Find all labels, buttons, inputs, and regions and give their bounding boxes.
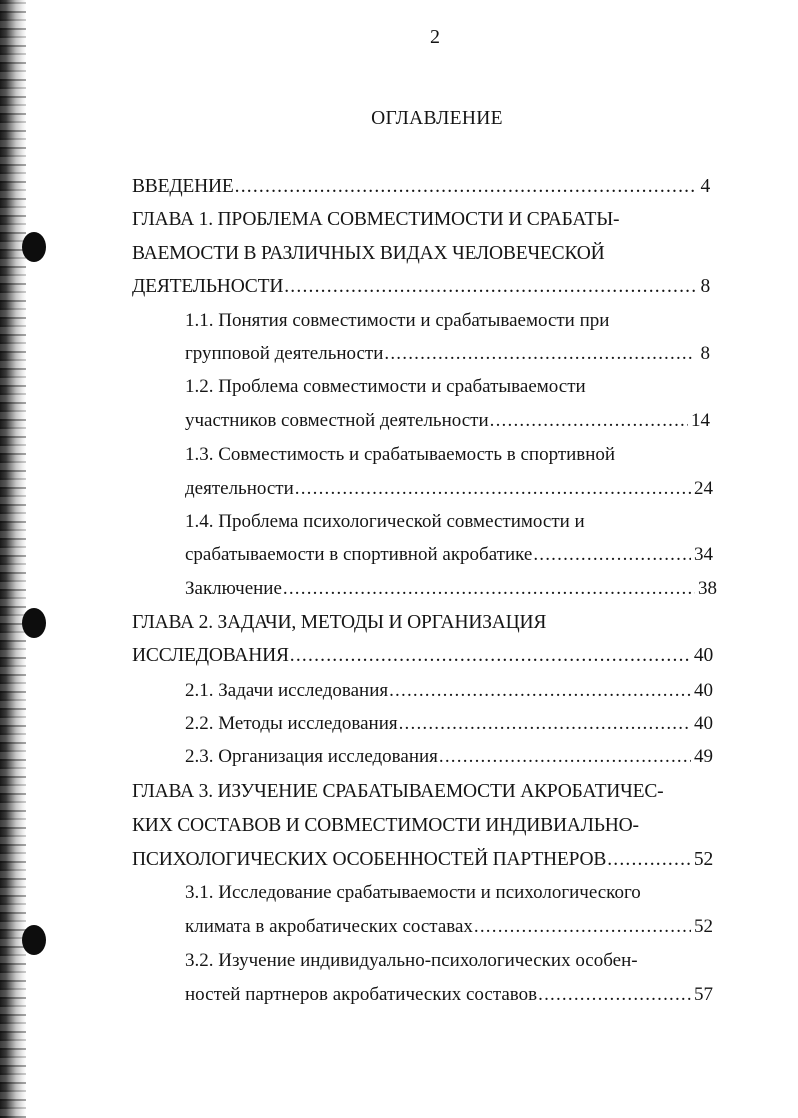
toc-section-2-1 [185,676,713,706]
toc-conclusion [185,574,717,604]
toc-entry-title: групповой деятельности [185,343,384,364]
toc-section-3-1-line-1: 3.1. Исследование срабатываемости и психологического [185,882,641,903]
dot-leader [490,406,688,436]
dot-leader [384,339,695,369]
toc-chapter-3-line-3 [132,845,713,875]
toc-entry-title: климата в акробатических составах [185,916,473,937]
toc-chapter-1-line-2: ВАЕМОСТИ В РАЗЛИЧНЫХ ВИДАХ ЧЕЛОВЕЧЕСКОЙ [132,243,605,264]
toc-page-number: 40 [694,713,713,734]
toc-section-1-2-line-1: 1.2. Проблема совместимости и срабатываемости [185,376,586,397]
toc-entry-title: ВВЕДЕНИЕ [132,176,234,197]
toc-page-number: 8 [700,343,710,364]
dot-leader [474,912,691,942]
toc-page-number: 49 [694,746,713,767]
toc-page-number: 52 [694,916,713,937]
toc-entry-title: срабатываемости в спортивной акробатике [185,544,533,565]
dot-leader [283,574,695,604]
toc-entry-title: 2.3. Организация исследования [185,746,438,767]
dot-leader [389,676,691,706]
dot-leader [295,474,691,504]
toc-chapter-2-line-2 [132,641,713,671]
toc-page-number: 40 [694,680,713,701]
toc-chapter-3-line-1: ГЛАВА 3. ИЗУЧЕНИЕ СРАБАТЫВАЕМОСТИ АКРОБАТИЧЕС- [132,781,664,802]
toc-section-1-3-line-1: 1.3. Совместимость и срабатываемость в спортивной [185,444,616,465]
toc-chapter-1-line-3 [132,272,710,302]
toc-section-1-4-line-2 [185,540,713,570]
dot-leader [538,980,691,1010]
toc-section-1-2-line-2 [185,406,710,436]
toc-page-number: 52 [693,849,713,870]
toc-section-2-3 [185,742,713,772]
dot-leader [399,709,691,739]
toc-section-1-1-line-2 [185,339,710,369]
toc-entry-title: ИССЛЕДОВАНИЯ [132,645,289,666]
dot-leader [284,272,695,302]
toc-section-3-1-line-2 [185,912,713,942]
toc-section-3-2-line-2 [185,980,713,1010]
toc-entry-title: деятельности [185,478,294,499]
dot-leader [439,742,691,772]
toc-title: ОГЛАВЛЕНИЕ [371,108,503,129]
toc-page-number: 8 [700,276,710,297]
toc-entry-title: участников совместной деятельности [185,410,489,431]
toc-page-number: 14 [691,410,710,431]
toc-page-number: 24 [694,478,713,499]
toc-section-3-2-line-1: 3.2. Изучение индивидуально-психологических особен- [185,950,638,971]
dot-leader [290,641,691,671]
toc-entry-title: ДЕЯТЕЛЬНОСТИ [132,276,284,297]
toc-entry-title: ПСИХОЛОГИЧЕСКИХ ОСОБЕННОСТЕЙ ПАРТНЕРОВ [132,849,607,870]
toc-chapter-2-line-1: ГЛАВА 2. ЗАДАЧИ, МЕТОДЫ И ОРГАНИЗАЦИЯ [132,612,547,633]
toc-page-number: 38 [698,578,717,599]
toc-page-number: 34 [694,544,713,565]
toc-page-number: 4 [700,176,710,197]
dot-leader [533,540,691,570]
toc-chapter-3-line-2: КИХ СОСТАВОВ И СОВМЕСТИМОСТИ ИНДИВИАЛЬНО- [132,815,639,836]
toc-section-1-3-line-2 [185,474,713,504]
toc-entry-title: 2.2. Методы исследования [185,713,398,734]
toc-page-number: 57 [694,984,713,1005]
toc-entry-introduction [132,172,710,202]
toc-page-number: 40 [693,645,713,666]
dot-leader [235,172,695,202]
toc-section-2-2 [185,709,713,739]
toc-entry-title: 2.1. Задачи исследования [185,680,389,701]
toc-entry-title: Заключение [185,578,282,599]
dot-leader [607,845,691,875]
toc-section-1-4-line-1: 1.4. Проблема психологической совместимости и [185,511,585,532]
toc-section-1-1-line-1: 1.1. Понятия совместимости и срабатываемости при [185,310,610,331]
toc-entry-title: ностей партнеров акробатических составов [185,984,538,1005]
toc-chapter-1-line-1: ГЛАВА 1. ПРОБЛЕМА СОВМЕСТИМОСТИ И СРАБАТЫ- [132,209,620,230]
page-number: 2 [430,26,440,48]
